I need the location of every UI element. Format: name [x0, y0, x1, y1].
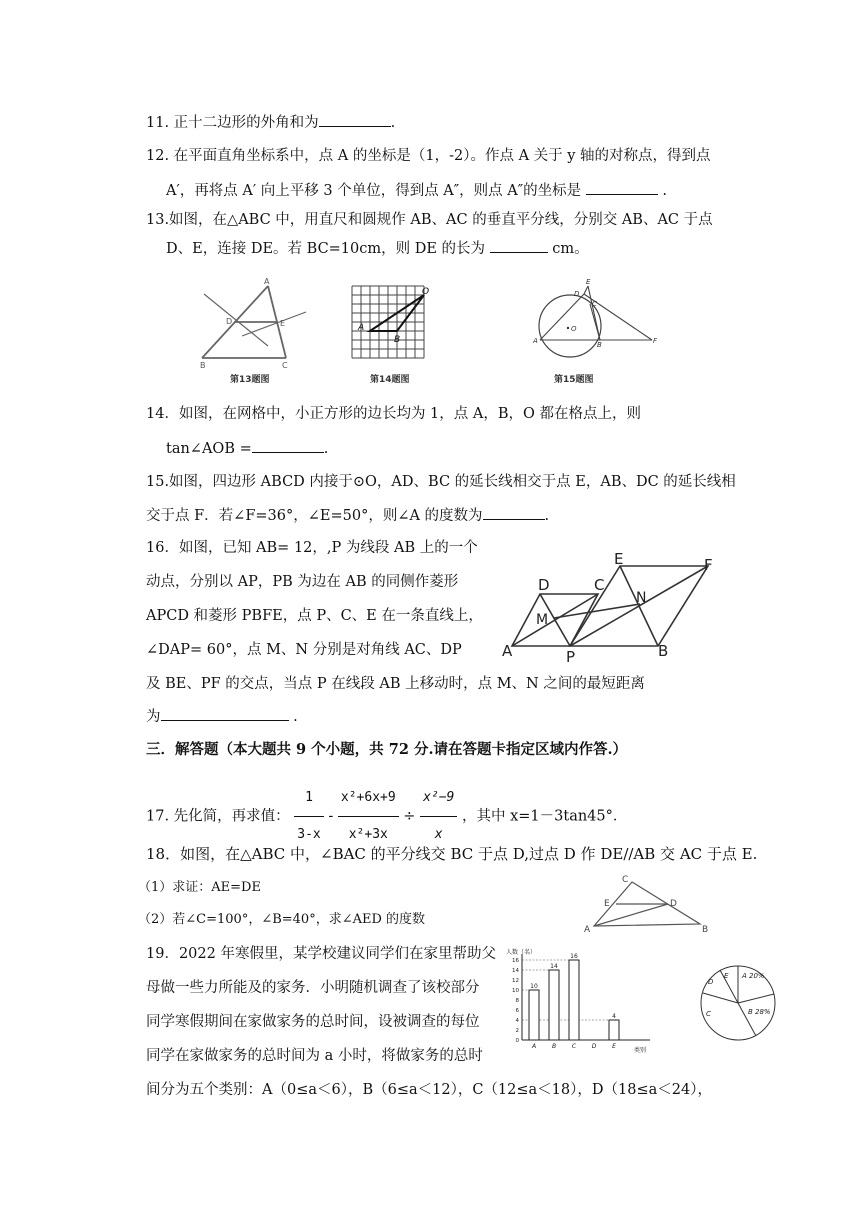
figure-13	[190, 274, 320, 386]
q12-line1: 12. 在平面直角坐标系中，点 A 的坐标是（1，-2）。作点 A 关于 y 轴的对称点，得到点	[146, 148, 711, 164]
q17-fraction-3	[420, 780, 457, 853]
fig15-label-o: O	[571, 325, 577, 333]
fig18-label-d: D	[670, 899, 677, 909]
q17-f1-denominator: 3-x	[297, 827, 321, 842]
q11-text: 11. 正十二边形的外角和为	[146, 115, 319, 131]
q19-line5: 间分为五个类别：A（0≤a＜6），B（6≤a＜12），C（12≤a＜18），D（18≤a＜24），	[146, 1082, 712, 1098]
pie-label-c: C	[706, 1010, 711, 1018]
q17-f3-denominator: x	[434, 827, 443, 842]
fig18-label-a: A	[584, 925, 591, 934]
q17-f2-numerator: x²+6x+9	[338, 780, 399, 817]
q13-line2	[166, 238, 589, 259]
fig16-label-b: B	[658, 642, 669, 660]
q17-f3-numerator: x²−9	[420, 780, 457, 817]
q19-pie-chart	[686, 960, 792, 1046]
fig14-label-b: B	[394, 335, 401, 345]
q11-line	[146, 112, 395, 133]
q19-line4: 同学在家做家务的总时间为 a 小时，将做家务的总时	[146, 1048, 483, 1064]
q15-line2	[146, 505, 549, 526]
fig18-label-e: E	[604, 899, 610, 909]
pie-label-d: D	[708, 978, 714, 986]
bar-y-axis-label: 人数（名）	[506, 949, 537, 956]
q16-answer-blank[interactable]	[161, 706, 289, 721]
q11-answer-blank[interactable]	[319, 112, 391, 127]
figure-15	[530, 274, 660, 386]
bar-A	[529, 990, 539, 1040]
fig16-label-m: M	[536, 612, 549, 628]
fig13-bisector-1	[204, 294, 268, 346]
bar-x-tick-A: A	[531, 1043, 537, 1050]
bar-x-tick-B: B	[551, 1043, 557, 1050]
q15-line1: 15.如图，四边形 ABCD 内接于⊙O，AD、BC 的延长线相交于点 E，AB、DC 的延长线相	[146, 474, 736, 490]
fig15-label-a: A	[533, 337, 538, 345]
q17-divide: ÷	[403, 808, 416, 825]
fig16-label-n: N	[636, 590, 647, 606]
fig15-label-f: F	[653, 337, 658, 345]
bar-y-tick-16: 16	[512, 958, 519, 964]
q11-end: .	[390, 115, 396, 131]
q17-suffix: ，其中 x=1－3tan45°．	[461, 808, 628, 825]
fig16-label-c: C	[594, 576, 605, 594]
q16-line4: ∠DAP= 60°，点 M、N 分别是对角线 AC、DP	[146, 642, 462, 658]
fig15-line-cb	[590, 304, 600, 340]
q13-answer-blank[interactable]	[490, 238, 548, 253]
bar-value-label-A: 10	[530, 983, 538, 990]
q17-minus: -	[328, 808, 334, 825]
q14-end: .	[323, 441, 329, 457]
bar-value-label-B: 14	[550, 963, 558, 970]
fig18-label-c: C	[622, 875, 629, 885]
q15-end: .	[544, 508, 550, 524]
q17-fraction-1	[294, 780, 323, 853]
q17-f1-numerator: 1	[294, 780, 323, 817]
q19-line2: 母做一些力所能及的家务．小明随机调查了该校部分	[146, 980, 480, 996]
q12-line2	[166, 180, 667, 201]
q18-line1: 18．如图，在△ABC 中，∠BAC 的平分线交 BC 于点 D,过点 D 作 DE//AB 交 AC 于点 E.	[146, 845, 758, 863]
fig13-label-c: C	[282, 361, 288, 370]
bar-B	[549, 970, 559, 1040]
q16-line2: 动点，分别以 AP，PB 为边在 AB 的同侧作菱形	[146, 574, 459, 590]
q12-answer-blank[interactable]	[586, 180, 658, 195]
fig16-segment-mn	[554, 604, 640, 618]
pie-label-b: B 28%	[748, 1008, 771, 1016]
bar-y-tick-10: 10	[512, 988, 519, 994]
q14-line1: 14．如图，在网格中，小正方形的边长均为 1，点 A，B，O 都在格点上，则	[146, 406, 642, 422]
fig13-label-b: B	[200, 361, 206, 370]
bar-value-label-E: 4	[612, 1013, 616, 1020]
q12-text: A′，再将点 A′ 向上平移 3 个单位，得到点 A″，则点 A″的坐标是	[166, 183, 582, 199]
q16-line1: 16．如图，已知 AB= 12，,P 为线段 AB 上的一个	[146, 540, 478, 556]
q17-line	[146, 780, 627, 853]
figure-16	[498, 552, 724, 664]
fig15-label-d: D	[574, 290, 580, 298]
bar-y-tick-8: 8	[515, 998, 519, 1004]
q13-end: cm。	[552, 241, 589, 257]
bar-y-tick-12: 12	[512, 978, 519, 984]
fig15-label-c: C	[592, 300, 597, 308]
fig15-label-b: B	[597, 341, 602, 349]
q17-f2-denominator: x²+3x	[348, 827, 388, 842]
fig16-label-e: E	[614, 552, 624, 568]
bar-E	[609, 1020, 619, 1040]
q16-line5: 及 BE、PF 的交点，当点 P 在线段 AB 上移动时，点 M、N 之间的最短距离	[146, 676, 645, 692]
q18-line3: （2）若∠C=100°，∠B=40°，求∠AED 的度数	[138, 912, 426, 927]
bar-x-tick-E: E	[612, 1043, 616, 1050]
figure-18	[582, 872, 714, 934]
bar-y-tick-2: 2	[515, 1028, 519, 1034]
fig16-label-d: D	[538, 576, 550, 594]
fig13-bisector-2	[242, 312, 306, 336]
figure-14	[350, 284, 440, 386]
q19-line1: 19．2022 年寒假里，某学校建议同学们在家里帮助父	[146, 946, 496, 962]
q16-end: .	[293, 709, 298, 725]
fig15-line-de	[584, 286, 588, 294]
fig15-line-ad	[540, 294, 584, 340]
q16-text: 为	[146, 709, 161, 725]
q17-fraction-2	[338, 780, 399, 853]
fig13-label-a: A	[264, 277, 270, 286]
q19-bar-chart	[500, 946, 660, 1056]
bar-y-tick-6: 6	[515, 1008, 519, 1014]
fig14-label-o: O	[422, 287, 430, 297]
q14-text: tan∠AOB =	[166, 441, 252, 457]
fig15-center-dot	[567, 327, 569, 329]
bar-C	[569, 960, 579, 1040]
fig18-label-b: B	[702, 925, 709, 934]
bar-value-label-C: 16	[570, 953, 578, 960]
q15-text: 交于点 F．若∠F=36°，∠E=50°，则∠A 的度数为	[146, 508, 483, 524]
fig16-label-p: P	[566, 648, 576, 664]
bar-x-axis-label: 类别	[634, 1047, 647, 1054]
q19-line3: 同学寒假期间在家做家务的总时间，设被调查的每位	[146, 1014, 480, 1030]
bar-y-tick-4: 4	[515, 1018, 519, 1024]
q16-line6	[146, 706, 298, 727]
fig13-caption: 第13题图	[230, 375, 270, 385]
bar-y-tick-0: 0	[515, 1038, 519, 1044]
q15-answer-blank[interactable]	[483, 505, 545, 520]
bar-x-tick-D: D	[591, 1043, 597, 1050]
q13-line1: 13.如图，在△ABC 中，用直尺和圆规作 AB、AC 的垂直平分线，分别交 AB、AC 于点	[146, 212, 713, 228]
fig14-caption: 第14题图	[370, 375, 410, 385]
q17-prefix: 17. 先化简，再求值：	[146, 808, 290, 825]
bar-y-tick-14: 14	[512, 968, 519, 974]
fig14-label-a: A	[358, 323, 365, 333]
fig15-caption: 第15题图	[554, 375, 594, 385]
q14-line2	[166, 438, 328, 459]
q18-line2: （1）求证：AE=DE	[138, 880, 261, 895]
fig13-label-e: E	[280, 319, 286, 328]
q13-text: D、E，连接 DE。若 BC=10cm，则 DE 的长为	[166, 241, 486, 257]
q12-end: .	[662, 183, 668, 199]
pie-label-a: A 20%	[742, 972, 765, 980]
q16-line3: APCD 和菱形 PBFE，点 P、C、E 在一条直线上，	[146, 608, 483, 624]
section-3-title: 三．解答题（本大题共 9 个小题，共 72 分.请在答题卡指定区域内作答.）	[146, 741, 628, 758]
fig16-label-a: A	[502, 642, 513, 660]
fig14-grid	[352, 286, 424, 358]
fig16-label-f: F	[704, 556, 713, 574]
fig13-label-d: D	[226, 317, 233, 326]
pie-label-e: E	[724, 972, 729, 980]
bar-x-tick-C: C	[571, 1043, 577, 1050]
q14-answer-blank[interactable]	[252, 438, 324, 453]
fig15-label-e: E	[586, 278, 591, 286]
